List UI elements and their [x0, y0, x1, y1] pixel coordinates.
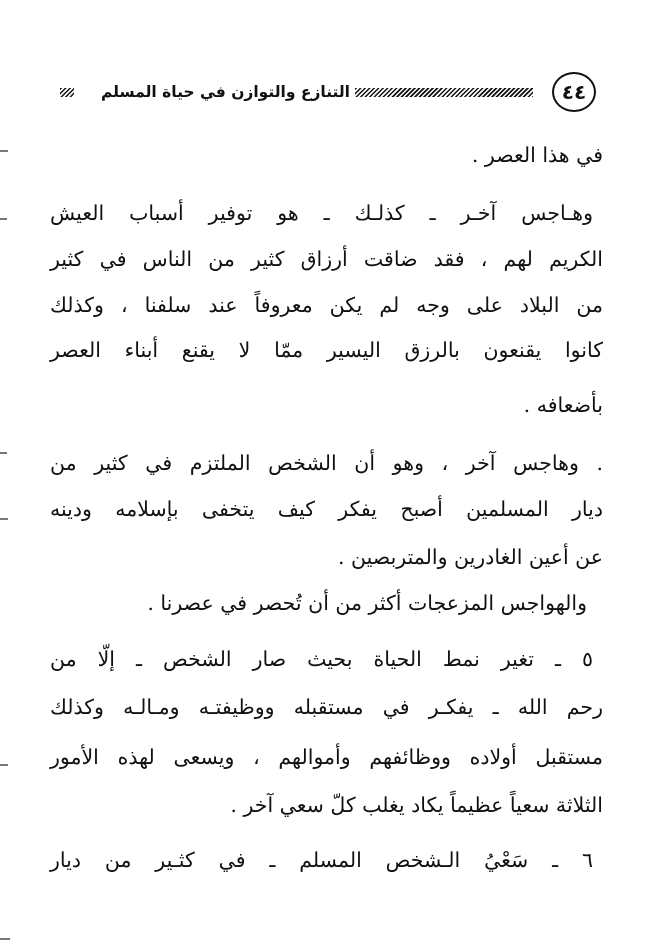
- page-number: ٤٤: [552, 72, 596, 112]
- body-line: في هذا العصر .: [471, 143, 603, 167]
- scan-mark: [0, 518, 8, 520]
- body-line: . وهاجس آخر ، وهو أن الشخص الملتزم في كثير من: [50, 451, 603, 475]
- body-line: عن أعين الغادرين والمتربصين .: [337, 545, 603, 569]
- body-line: كانوا يقنعون بالرزق اليسير ممّا لا يقنع أبناء العصر: [50, 338, 603, 362]
- body-line: من البلاد على وجه لم يكن معروفاً عند سلفنا ، وكذلك: [50, 293, 603, 317]
- scan-mark: [0, 218, 7, 220]
- page-header: [55, 70, 600, 120]
- body-line: الكريم لهم ، فقد ضاقت أرزاق كثير من الناس في كثير: [50, 247, 603, 271]
- body-line: ديار المسلمين أصبح يفكر كيف يتخفى بإسلامه ودينه: [50, 497, 603, 521]
- body-line: بأضعافه .: [523, 393, 603, 417]
- header-ornament-right: [355, 88, 533, 97]
- body-line: رحم الله ـ يفكـر في مستقبله ووظيفتـه ومـالـه وكذلك: [50, 695, 603, 719]
- scan-mark: [0, 764, 8, 766]
- running-title: التنازع والتوازن في حياة المسلم: [100, 83, 350, 101]
- scan-mark: [0, 150, 8, 152]
- body-line: مستقبل أولاده ووظائفهم وأموالهم ، ويسعى لهذه الأمور: [50, 745, 603, 769]
- body-line: وهـاجس آخـر ـ كذلـك ـ هو توفير أسباب العيش: [50, 201, 593, 225]
- scan-mark: [0, 452, 7, 454]
- body-line: ٥ ـ تغير نمط الحياة بحيث صار الشخص ـ إلّا من: [50, 647, 593, 671]
- body-line: ٦ ـ سَعْيُ الـشخص المسلم ـ في كثـير من ديار: [50, 848, 593, 872]
- scan-mark: [0, 938, 10, 940]
- body-line: الثلاثة سعياً عظيماً يكاد يغلب كلّ سعي آخر .: [230, 793, 603, 817]
- header-ornament-left: [60, 88, 74, 97]
- body-line: والهواجس المزعجات أكثر من أن تُحصر في عصرنا .: [147, 591, 587, 615]
